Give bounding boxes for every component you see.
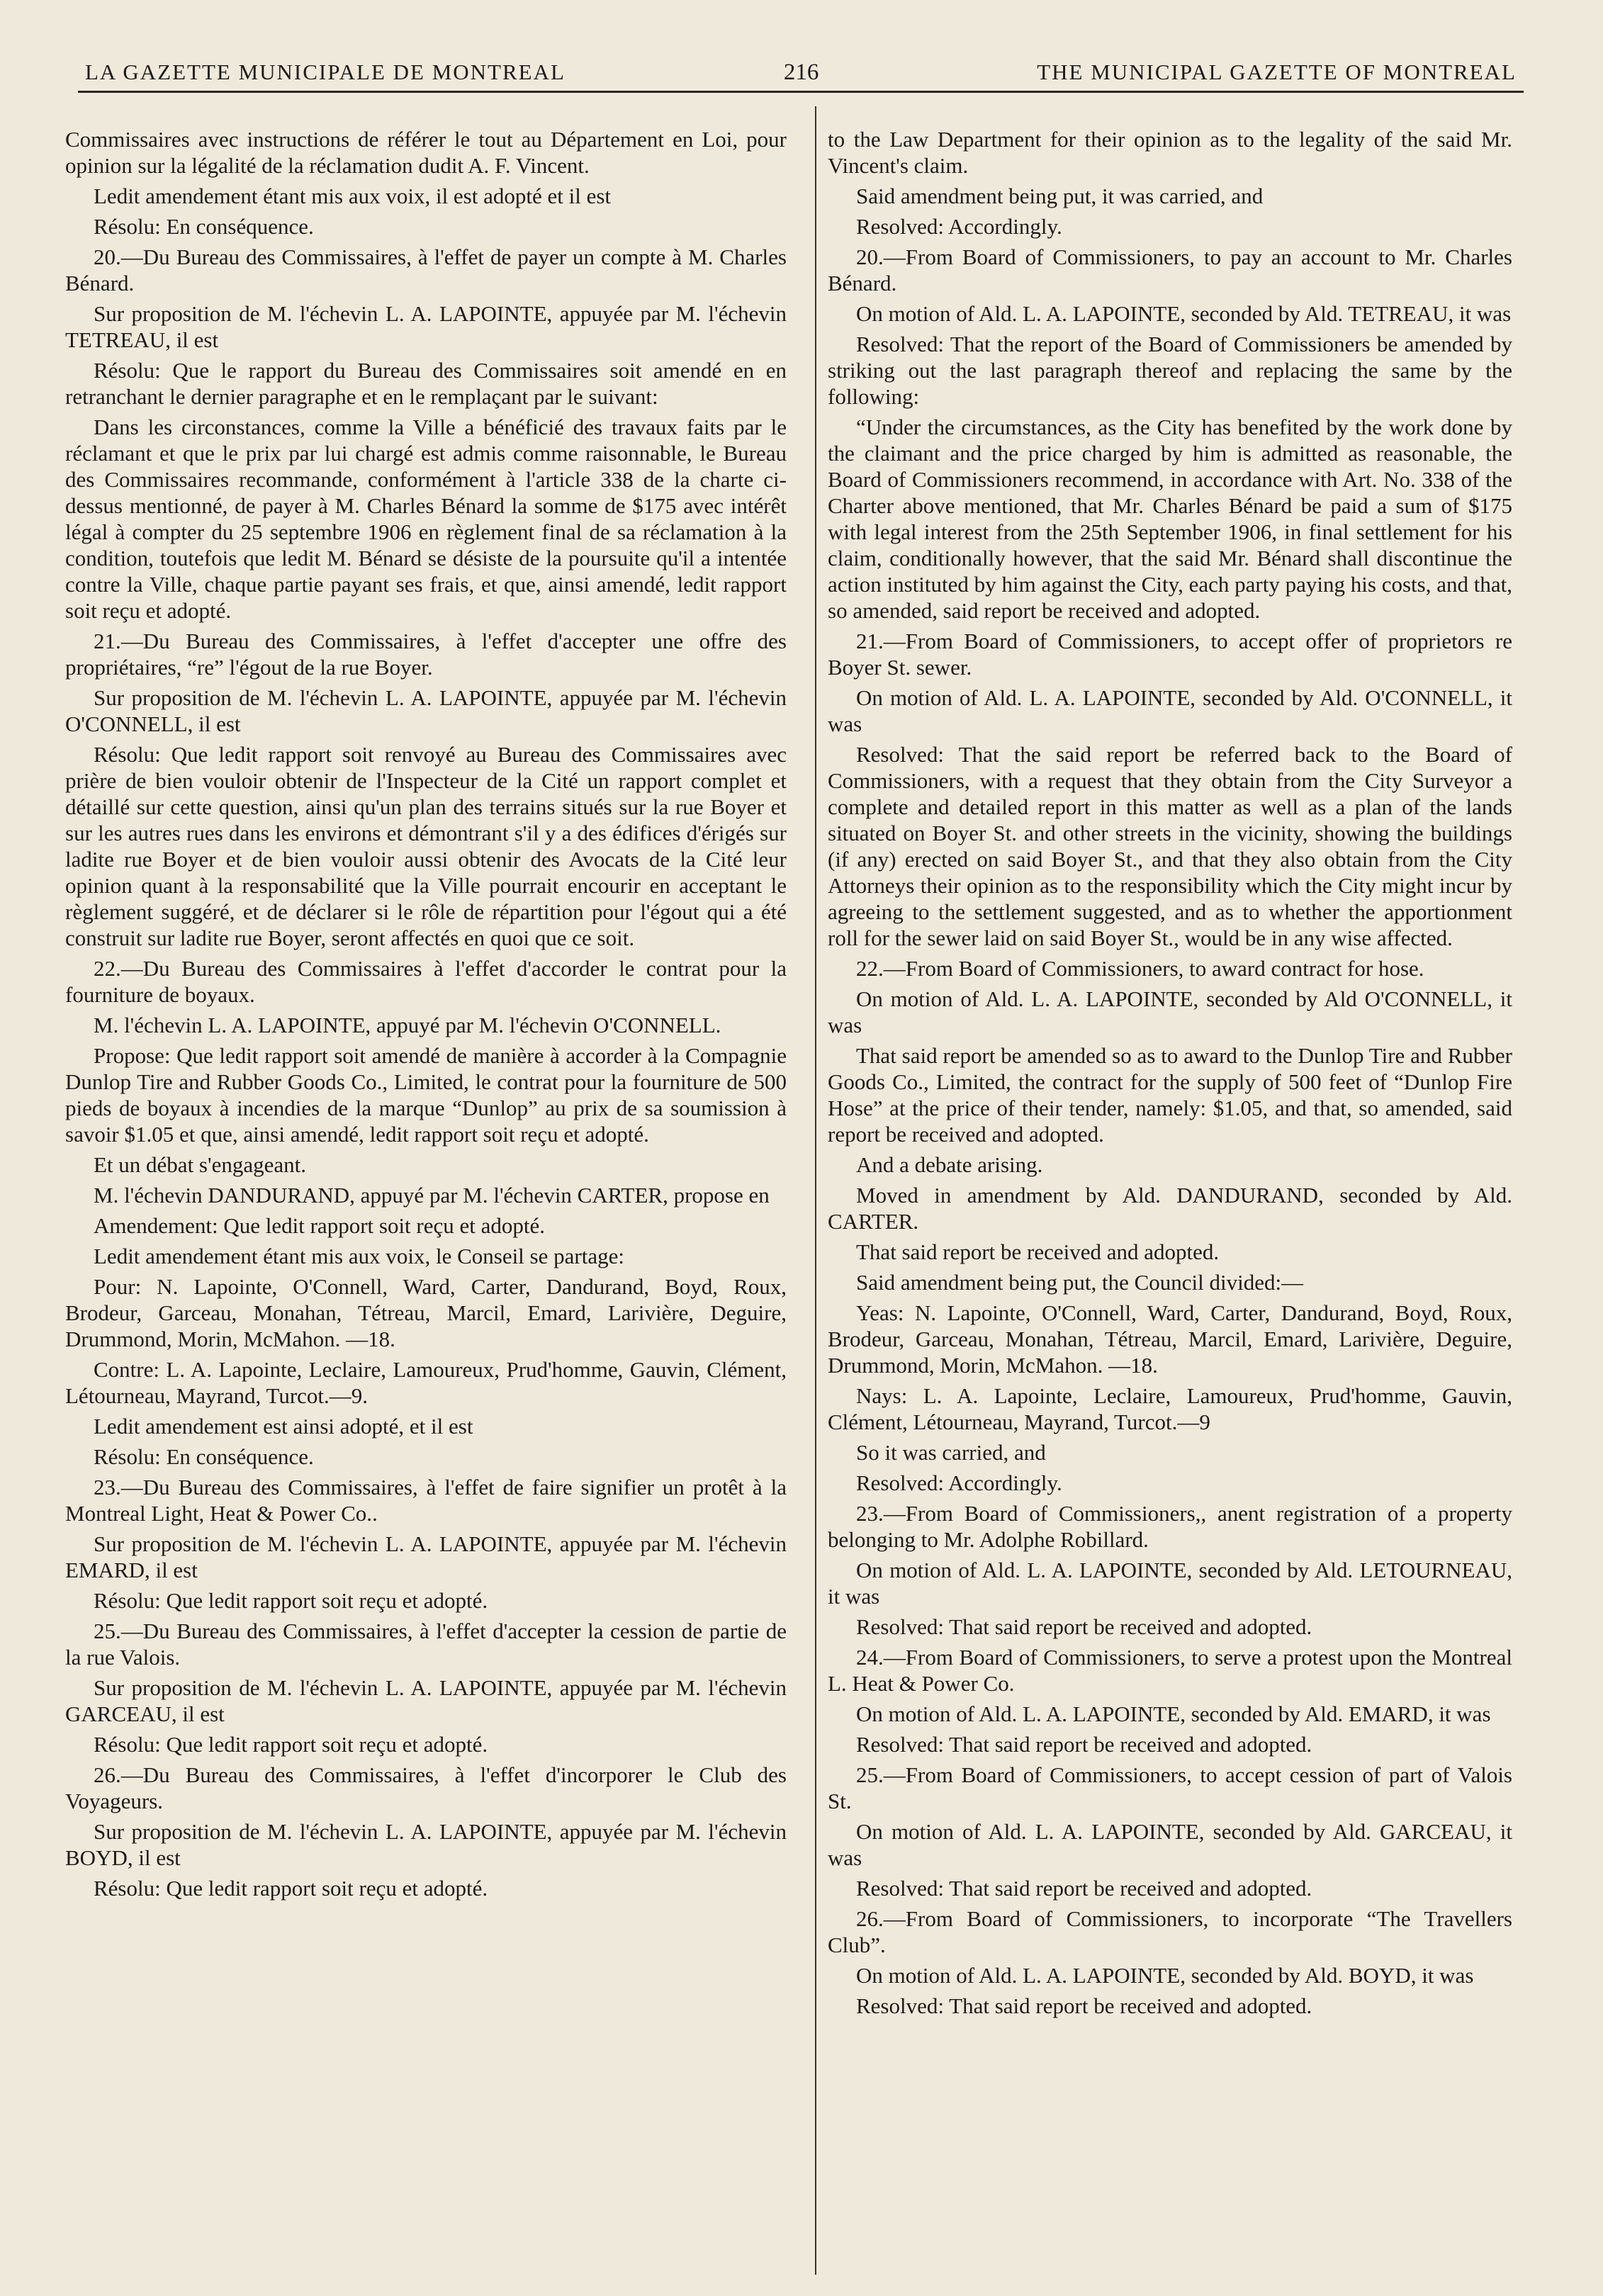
french-column	[65, 126, 787, 1906]
paragraph: Sur proposition de M. l'échevin L. A. LAPOINTE, appuyée par M. l'échevin O'CONNELL, il est	[65, 685, 787, 736]
paragraph: 21.—Du Bureau des Commissaires, à l'effet d'accepter une offre des propriétaires, “re” l'égout de la rue Boyer.	[65, 629, 787, 680]
paragraph: 26.—Du Bureau des Commissaires, à l'effet d'incorporer le Club des Voyageurs.	[65, 1762, 787, 1813]
paragraph: Resolved: Accordingly.	[856, 1470, 1062, 1495]
paragraph: 25.—From Board of Commissioners, to accept cession of part of Valois St.	[828, 1762, 1512, 1813]
paragraph: Résolu: Que ledit rapport soit reçu et adopté.	[94, 1876, 488, 1901]
paragraph: Resolved: That said report be received and adopted.	[856, 1732, 1312, 1757]
paragraph: 22.—Du Bureau des Commissaires à l'effet d'accorder le contrat pour la fourniture de boyaux.	[65, 956, 787, 1007]
paragraph: Ledit amendement étant mis aux voix, le Conseil se partage:	[94, 1244, 624, 1268]
paragraph: On motion of Ald. L. A. LAPOINTE, seconded by Ald. LETOURNEAU, it was	[828, 1558, 1512, 1609]
paragraph: Résolu: Que ledit rapport soit renvoyé au Bureau des Commissaires avec prière de bien vouloir obtenir de l'Inspecteur de la Cité un rapport complet et détaillé sur cette question, ainsi qu'un plan des terrains situés sur la rue Boyer et sur les autres rues dans les environs et démontrant s'il y a des édifices d'érigés sur ladite rue Boyer et de bien vouloir aussi obtenir des Avocats de la Cité leur opinion quant à la responsabilité que la Ville pourrait encourir en acceptant le règlement suggéré, et de déclarer si le rôle de répartition pour l'égout qui a été construit sur ladite rue Boyer, seront affectés en quoi que ce soit.	[65, 742, 787, 950]
paragraph: Resolved: That said report be received and adopted.	[856, 1876, 1312, 1901]
paragraph: 26.—From Board of Commissioners, to incorporate “The Travellers Club”.	[828, 1906, 1512, 1957]
paragraph: So it was carried, and	[856, 1440, 1046, 1465]
paragraph: That said report be received and adopted.	[856, 1239, 1220, 1264]
paragraph: Résolu: En conséquence.	[94, 214, 314, 239]
paragraph: Yeas: N. Lapointe, O'Connell, Ward, Carter, Dandurand, Boyd, Roux, Brodeur, Garceau, Monahan, Tétreau, Marcil, Emard, Larivière, Deguire, Drummond, Morin, McMahon. —18.	[828, 1300, 1512, 1378]
page-number: 216	[783, 59, 819, 85]
paragraph: 24.—From Board of Commissioners, to serve a protest upon the Montreal L. Heat & Power Co.	[828, 1645, 1512, 1696]
paragraph: On motion of Ald. L. A. LAPOINTE, seconded by Ald. EMARD, it was	[856, 1701, 1491, 1726]
paragraph: Résolu: En conséquence.	[94, 1444, 314, 1469]
paragraph: On motion of Ald. L. A. LAPOINTE, seconded by Ald. GARCEAU, it was	[828, 1819, 1512, 1870]
paragraph: Et un débat s'engageant.	[94, 1152, 306, 1177]
paragraph: Résolu: Que le rapport du Bureau des Commissaires soit amendé en en retranchant le dernier paragraphe et en le remplaçant par le suivant:	[65, 358, 787, 409]
paragraph: Resolved: That said report be received and adopted.	[856, 1993, 1312, 2018]
paragraph: That said report be amended so as to award to the Dunlop Tire and Rubber Goods Co., Limited, the contract for the supply of 500 feet of “Dunlop Fire Hose” at the price of their tender, namely: $1.05, and that, so amended, said report be received and adopted.	[828, 1043, 1512, 1147]
paragraph: Resolved: Accordingly.	[856, 214, 1062, 239]
paragraph: 25.—Du Bureau des Commissaires, à l'effet d'accepter la cession de partie de la rue Valois.	[65, 1619, 787, 1670]
paragraph: 20.—From Board of Commissioners, to pay an account to Mr. Charles Bénard.	[828, 244, 1512, 296]
paragraph: to the Law Department for their opinion as to the legality of the said Mr. Vincent's claim.	[828, 127, 1512, 178]
paragraph: Resolved: That the report of the Board of Commissioners be amended by striking out the last paragraph thereof and replacing the same by the following:	[828, 332, 1512, 409]
paragraph: On motion of Ald. L. A. LAPOINTE, seconded by Ald. TETREAU, it was	[856, 301, 1512, 326]
paragraph: Sur proposition de M. l'échevin L. A. LAPOINTE, appuyée par M. l'échevin TETREAU, il est	[65, 301, 787, 352]
paragraph: Pour: N. Lapointe, O'Connell, Ward, Carter, Dandurand, Boyd, Roux, Brodeur, Garceau, Monahan, Tétreau, Marcil, Emard, Larivière, Deguire, Drummond, Morin, McMahon. —18.	[65, 1274, 787, 1351]
header-french-title: LA GAZETTE MUNICIPALE DE MONTREAL	[85, 60, 566, 84]
header-english-title: THE MUNICIPAL GAZETTE OF MONTREAL	[1037, 60, 1517, 84]
paragraph: Résolu: Que ledit rapport soit reçu et adopté.	[94, 1732, 488, 1757]
paragraph: “Under the circumstances, as the City has benefited by the work done by the claimant and the price charged by him is admitted as reasonable, the Board of Commissioners recommend, in accordance with Art. No. 338 of the Charter above mentioned, that Mr. Charles Bénard be paid a sum of $175 with legal interest from the 25th September 1906, in final settlement for his claim, conditionally however, that the said Mr. Bénard shall discontinue the action instituted by him against the City, each party paying his costs, and that, so amended, said report be received and adopted.	[828, 415, 1512, 623]
paragraph: Nays: L. A. Lapointe, Leclaire, Lamoureux, Prud'homme, Gauvin, Clément, Létourneau, Mayrand, Turcot.—9	[828, 1383, 1512, 1434]
paragraph: Sur proposition de M. l'échevin L. A. LAPOINTE, appuyée par M. l'échevin GARCEAU, il est	[65, 1675, 787, 1726]
paragraph: Contre: L. A. Lapointe, Leclaire, Lamoureux, Prud'homme, Gauvin, Clément, Létourneau, Mayrand, Turcot.—9.	[65, 1357, 787, 1408]
paragraph: Resolved: That said report be received and adopted.	[856, 1614, 1312, 1639]
paragraph: Sur proposition de M. l'échevin L. A. LAPOINTE, appuyée par M. l'échevin EMARD, il est	[65, 1531, 787, 1582]
paragraph: 23.—From Board of Commissioners,, anent registration of a property belonging to Mr. Adolphe Robillard.	[828, 1501, 1512, 1552]
paragraph: M. l'échevin DANDURAND, appuyé par M. l'échevin CARTER, propose en	[94, 1183, 770, 1208]
column-divider	[815, 106, 816, 2275]
paragraph: 20.—Du Bureau des Commissaires, à l'effet de payer un compte à M. Charles Bénard.	[65, 244, 787, 296]
paragraph: Ledit amendement est ainsi adopté, et il est	[94, 1414, 473, 1439]
paragraph: Moved in amendment by Ald. DANDURAND, seconded by Ald. CARTER.	[828, 1183, 1512, 1234]
paragraph: 22.—From Board of Commissioners, to award contract for hose.	[856, 956, 1424, 981]
paragraph: 23.—Du Bureau des Commissaires, à l'effet de faire signifier un protêt à la Montreal Light, Heat & Power Co..	[65, 1475, 787, 1526]
paragraph: On motion of Ald. L. A. LAPOINTE, seconded by Ald. BOYD, it was	[856, 1963, 1474, 1988]
paragraph: Amendement: Que ledit rapport soit reçu et adopté.	[94, 1213, 546, 1238]
paragraph: Commissaires avec instructions de référer le tout au Département en Loi, pour opinion sur la légalité de la réclamation dudit A. F. Vincent.	[65, 127, 787, 178]
page-header	[85, 51, 1517, 94]
paragraph: Propose: Que ledit rapport soit amendé de manière à accorder à la Compagnie Dunlop Tire and Rubber Goods Co., Limited, le contrat pour la fourniture de 500 pieds de boyaux à incendies de la marque “Dunlop” au prix de sa soumission à savoir $1.05 et que, ainsi amendé, ledit rapport soit reçu et adopté.	[65, 1043, 787, 1147]
paragraph: Dans les circonstances, comme la Ville a bénéficié des travaux faits par le réclamant et que le prix par lui chargé est admis comme raisonnable, le Bureau des Commissaires recommande, conformément à l'article 338 de la charte ci-dessus mentionné, de payer à M. Charles Bénard la somme de $175 avec intérêt légal à compter du 25 septembre 1906 en règlement final de sa réclamation à la condition, toutefois que ledit M. Bénard se désiste de la poursuite qu'il a intentée contre la Ville, chaque partie payant ses frais, et que, ainsi amendé, ledit rapport soit reçu et adopté.	[65, 415, 787, 623]
header-rule	[78, 91, 1524, 93]
paragraph: Ledit amendement étant mis aux voix, il est adopté et il est	[94, 184, 612, 208]
paragraph: Said amendment being put, it was carried, and	[856, 184, 1264, 208]
paragraph: On motion of Ald. L. A. LAPOINTE, seconded by Ald. O'CONNELL, it was	[828, 685, 1512, 736]
english-column	[828, 126, 1512, 2023]
paragraph: Sur proposition de M. l'échevin L. A. LAPOINTE, appuyée par M. l'échevin BOYD, il est	[65, 1819, 787, 1870]
paragraph: Said amendment being put, the Council divided:—	[856, 1270, 1304, 1295]
paragraph: 21.—From Board of Commissioners, to accept offer of proprietors re Boyer St. sewer.	[828, 629, 1512, 680]
paragraph: On motion of Ald. L. A. LAPOINTE, seconded by Ald O'CONNELL, it was	[828, 986, 1512, 1037]
paragraph: And a debate arising.	[856, 1152, 1043, 1177]
paragraph: Résolu: Que ledit rapport soit reçu et adopté.	[94, 1588, 488, 1613]
paragraph: Resolved: That the said report be referred back to the Board of Commissioners, with a request that they obtain from the City Surveyor a complete and detailed report in this matter as well as a plan of the lands situated on Boyer St. and other streets in the vicinity, showing the buildings (if any) erected on said Boyer St., and that they also obtain from the City Attorneys their opinion as to the responsibility which the City might incur by agreeing to the settlement suggested, and as to whether the apportionment roll for the sewer laid on said Boyer St., would be in any wise affected.	[828, 742, 1512, 950]
paragraph: M. l'échevin L. A. LAPOINTE, appuyé par M. l'échevin O'CONNELL.	[94, 1013, 721, 1037]
